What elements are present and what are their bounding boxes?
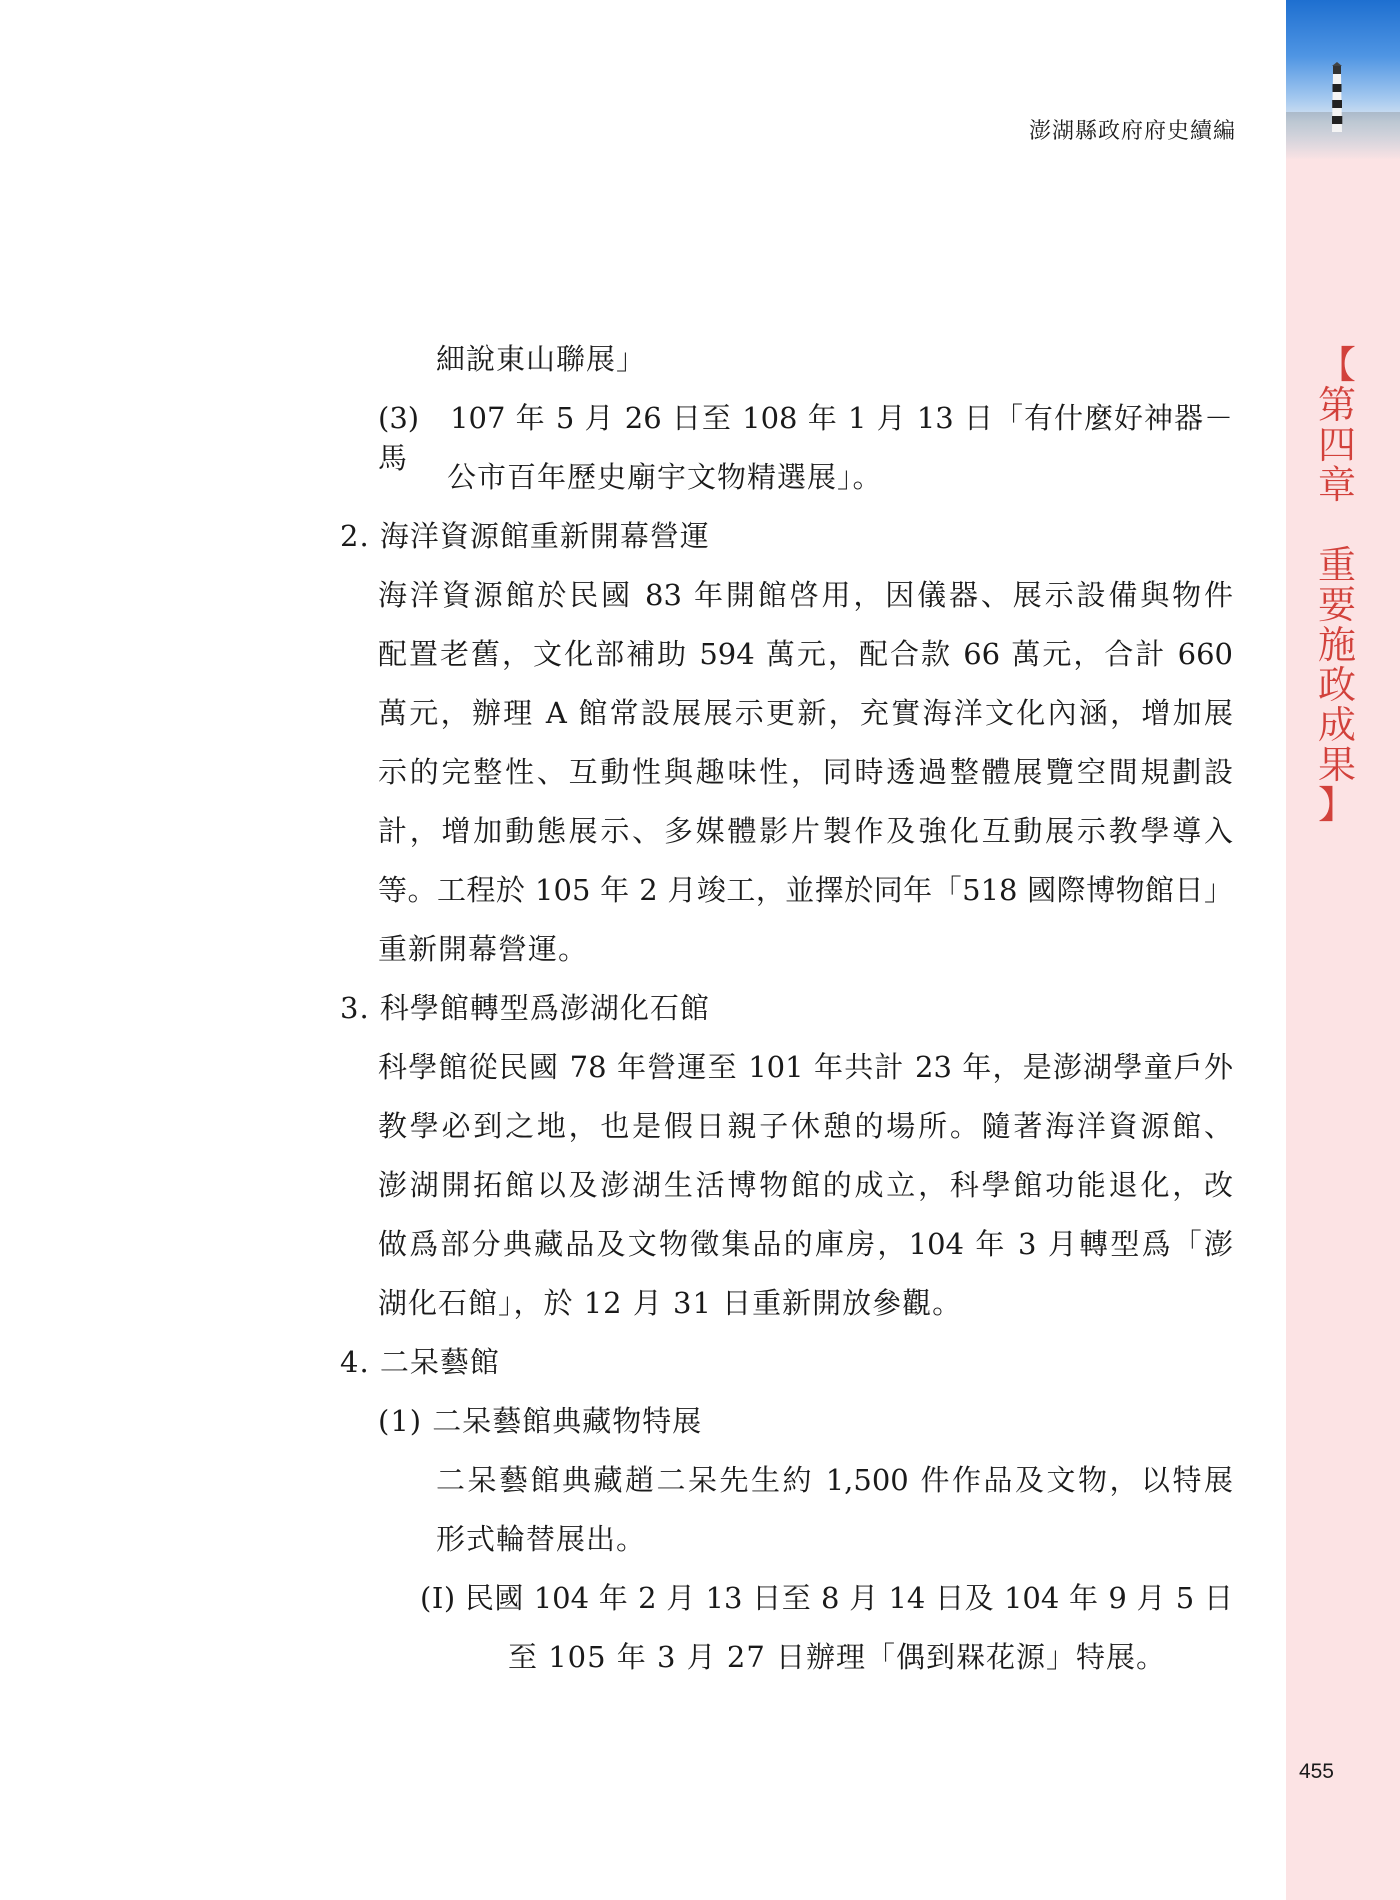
chapter-sidebar [1286, 0, 1400, 1900]
body-line: 萬元，辦理 A 館常設展展示更新，充實海洋文化內涵，增加展 [378, 696, 1233, 730]
body-line: (3) 107 年 5 月 26 日至 108 年 1 月 13 日「有什麼好神器－馬 [378, 401, 1233, 475]
body-line: 等。工程於 105 年 2 月竣工，並擇於同年「518 國際博物館日」 [378, 873, 1233, 907]
body-line: 澎湖開拓館以及澎湖生活博物館的成立，科學館功能退化，改 [378, 1168, 1233, 1202]
section-heading: 4. 二呆藝館 [340, 1345, 500, 1379]
chapter-tab-char: 施 [1317, 623, 1356, 667]
chapter-tab-char: 成 [1317, 703, 1356, 747]
body-line: 細說東山聯展」 [436, 342, 647, 376]
body-line: 海洋資源館於民國 83 年開館啓用，因儀器、展示設備與物件 [378, 578, 1233, 612]
body-line: 二呆藝館典藏趙二呆先生約 1,500 件作品及文物，以特展 [436, 1463, 1233, 1497]
chapter-tab-char: 四 [1317, 423, 1356, 467]
body-line: 教學必到之地，也是假日親子休憩的場所。隨著海洋資源館、 [378, 1109, 1233, 1143]
section-heading: 2. 海洋資源館重新開幕營運 [340, 519, 710, 553]
chapter-tab-char: 果 [1317, 743, 1356, 787]
chapter-tab [1312, 345, 1362, 825]
chapter-tab-char: 要 [1317, 583, 1356, 627]
chapter-tab-char [1312, 505, 1362, 545]
lighthouse-photo [1286, 0, 1400, 160]
chapter-tab-char: 】 [1317, 783, 1356, 827]
page-number: 455 [1298, 1760, 1334, 1783]
chapter-tab-char: 重 [1317, 543, 1356, 587]
body-line: 重新開幕營運。 [378, 932, 589, 966]
body-line: (Ⅰ) 民國 104 年 2 月 13 日至 8 月 14 日及 104 年 9 月 5 日 [420, 1581, 1233, 1615]
body-line: 做爲部分典藏品及文物徵集品的庫房，104 年 3 月轉型爲「澎 [378, 1227, 1233, 1261]
body-line: 示的完整性、互動性與趣味性，同時透過整體展覽空間規劃設 [378, 755, 1233, 789]
chapter-tab-char: 第 [1317, 383, 1356, 427]
body-line: 計，增加動態展示、多媒體影片製作及強化互動展示教學導入 [378, 814, 1233, 848]
lighthouse-icon [1329, 62, 1345, 134]
body-line: 至 105 年 3 月 27 日辦理「偶到槑花源」特展。 [508, 1640, 1167, 1674]
body-line: 湖化石館」，於 12 月 31 日重新開放參觀。 [378, 1286, 963, 1320]
chapter-tab-char: 政 [1317, 663, 1356, 707]
running-header: 澎湖縣政府府史續編 [1028, 119, 1236, 144]
subsection-heading: (1) 二呆藝館典藏物特展 [378, 1404, 703, 1438]
body-line: 科學館從民國 78 年營運至 101 年共計 23 年，是澎湖學童戶外 [378, 1050, 1233, 1084]
body-line: 配置老舊，文化部補助 594 萬元，配合款 66 萬元，合計 660 [378, 637, 1233, 671]
body-line: 形式輪替展出。 [436, 1522, 647, 1556]
body-line: 公市百年歷史廟宇文物精選展」。 [447, 460, 883, 494]
chapter-tab-char: 【 [1317, 343, 1356, 387]
chapter-tab-char: 章 [1317, 463, 1356, 507]
section-heading: 3. 科學館轉型爲澎湖化石館 [340, 991, 710, 1025]
